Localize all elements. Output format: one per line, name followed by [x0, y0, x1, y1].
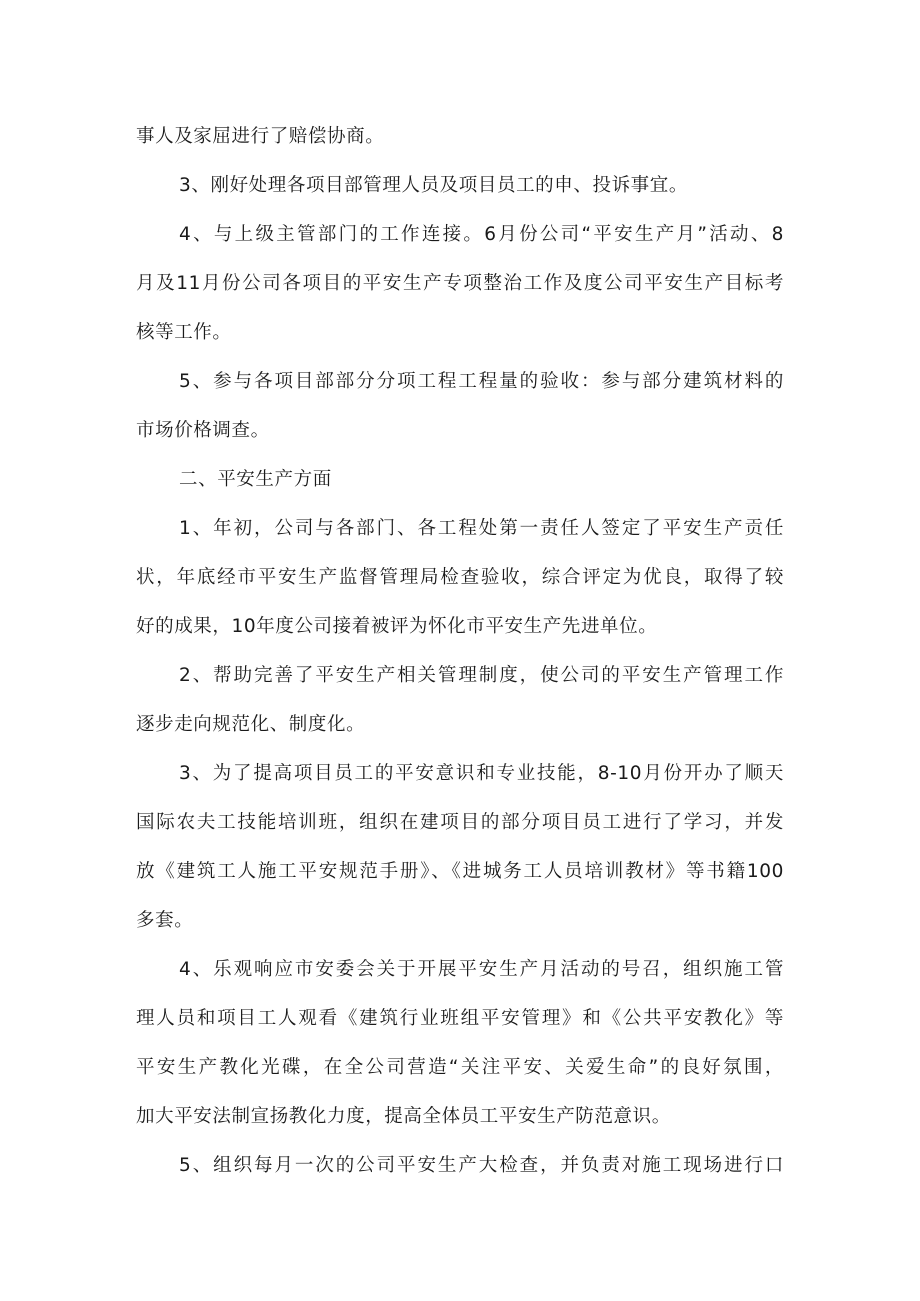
paragraph-line: 5、组织每月一次的公司平安生产大检查，并负责对施工现场进行口 [179, 1155, 784, 1176]
paragraph-line: 理人员和项目工人观看《建筑行业班组平安管理》和《公共平安教化》等 [136, 1008, 784, 1029]
paragraph-line: 放《建筑工人施工平安规范手册》、《进城务工人员培训教材》等书籍100 [136, 861, 784, 882]
paragraph-line: 多套。 [136, 910, 194, 931]
paragraph-line: 1、年初，公司与各部门、各工程处第一责任人签定了平安生产贡任 [179, 518, 784, 539]
paragraph-line: 事人及家屈进行了赔偿协商。 [136, 126, 385, 147]
paragraph-line: 月及11月份公司各项目的平安生产专项整治工作及度公司平安生产目标考 [136, 273, 784, 294]
paragraph-line: 逐步走向规范化、制度化。 [136, 714, 366, 735]
paragraph-line: 好的成果，10年度公司接着被评为怀化市平安生产先进单位。 [136, 616, 658, 637]
paragraph-line: 核等工作。 [136, 322, 232, 343]
paragraph-line: 平安生产教化光碟，在全公司营造“关注平安、关爱生命”的良好氛围， [136, 1057, 784, 1078]
paragraph-line: 国际农夫工技能培训班，组织在建项目的部分项目员工进行了学习，并发 [136, 812, 784, 833]
paragraph-line: 加大平安法制宣扬教化力度，提高全体员工平安生产防范意识。 [136, 1106, 671, 1127]
paragraph-line: 5、参与各项目部部分分项工程工程量的验收：参与部分建筑材料的 [179, 371, 784, 392]
paragraph-line: 状，年底经市平安生产监督管理局检查验收，综合评定为优良，取得了较 [136, 567, 784, 588]
paragraph-line: 4、乐观响应市安委会关于开展平安生产月活动的号召，组织施工管 [179, 959, 784, 980]
section-heading: 二、平安生产方面 [179, 469, 332, 490]
paragraph-line: 4、与上级主管部门的工作连接。6月份公司“平安生产月”活动、8 [179, 224, 784, 245]
paragraph-line: 市场价格调查。 [136, 420, 270, 441]
paragraph-line: 3、刚好处理各项目部管理人员及项目员工的申、投诉事宜。 [179, 175, 688, 196]
paragraph-line: 2、帮助完善了平安生产相关管理制度，使公司的平安生产管理工作 [179, 665, 784, 686]
paragraph-line: 3、为了提高项目员工的平安意识和专业技能，8-10月份开办了顺天 [179, 763, 784, 784]
